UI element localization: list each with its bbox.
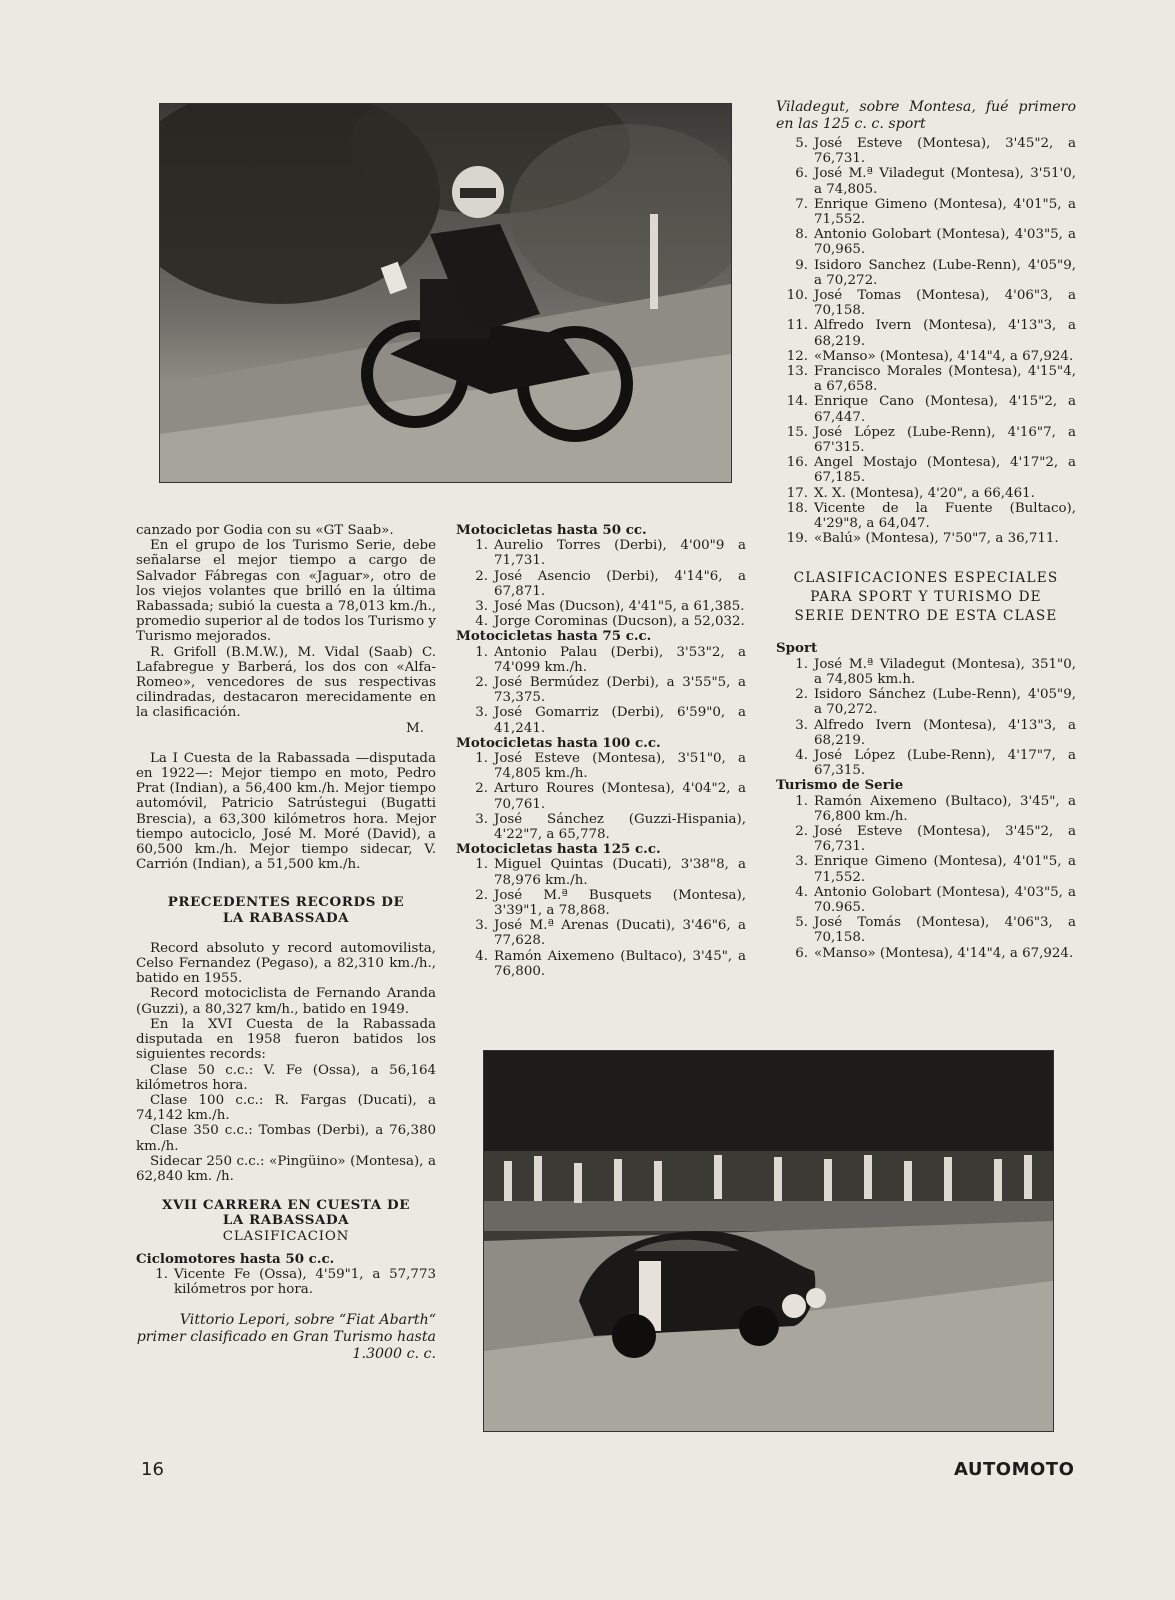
result-row: 16. Angel Mostajo (Montesa), 4'17"2, a 67,185.	[786, 455, 1076, 486]
records-paragraph: En la XVI Cuesta de la Rabassada disputada en 1958 fueron batidos los siguientes records:	[136, 1016, 436, 1063]
m50-heading: Motocicletas hasta 50 cc.	[456, 522, 647, 538]
result-row: 1. Antonio Palau (Derbi), 3'53"2, a 74'099 km./h.	[475, 644, 746, 675]
result-row: 3. José Mas (Ducson), 4'41"5, a 61,385.	[475, 599, 745, 615]
result-row: 2. José Bermúdez (Derbi), a 3'55"5, a 73,375.	[475, 675, 746, 706]
m50-list	[456, 538, 746, 629]
records-paragraph: Record absoluto y record automovilista, Celso Fernandez (Pegaso), a 82,310 km./h., batido en 1955.	[136, 940, 436, 987]
result-row: 17. X. X. (Montesa), 4'20", a 66,461.	[786, 485, 1035, 501]
m125-list	[456, 857, 746, 979]
records-heading: PRECEDENTES RECORDS DE LA RABASSADA	[167, 894, 405, 926]
result-row: 2. Isidoro Sánchez (Lube-Renn), 4'05"9, a 70,272.	[795, 687, 1076, 718]
result-row: 2. José M.ª Busquets (Montesa), 3'39"1, a 78,868.	[475, 887, 746, 919]
m100-list	[456, 751, 746, 842]
result-row: 4. José López (Lube-Renn), 4'17"7, a 67,315.	[795, 747, 1076, 779]
result-row: 7. Enrique Gimeno (Montesa), 4'01"5, a 71,552.	[795, 196, 1076, 228]
result-row: 1. Miguel Quintas (Ducati), 3'38"8, a 78,976 km./h.	[475, 857, 746, 888]
turismo-heading: Turismo de Serie	[776, 777, 904, 794]
result-row: 18. Vicente de la Fuente (Bultaco), 4'29"8, a 64,047.	[786, 500, 1076, 532]
turismo-list	[776, 794, 1076, 961]
signature: M.	[406, 720, 424, 736]
records-paragraph: Clase 350 c.c.: Tombas (Derbi), a 76,380 km./h.	[136, 1123, 436, 1154]
race-subheading: CLASIFICACION	[222, 1228, 350, 1244]
result-row: 4. Antonio Golobart (Montesa), 4'03"5, a 70.965.	[795, 884, 1076, 915]
result-row: 12. «Manso» (Montesa), 4'14"4, a 67,924.	[786, 348, 1074, 364]
column-right	[776, 99, 1076, 961]
m125-heading: Motocicletas hasta 125 c.c.	[456, 841, 661, 858]
result-row: 2. José Asencio (Derbi), 4'14"6, a 67,871.	[475, 568, 746, 599]
page-number: 16	[141, 1459, 164, 1480]
result-row: 15. José López (Lube-Renn), 4'16"7, a 67'315.	[786, 424, 1076, 456]
result-row: 5. José Esteve (Montesa), 3'45"2, a 76,731.	[795, 136, 1076, 167]
sport-heading: Sport	[776, 640, 818, 657]
result-row: 1. Aurelio Torres (Derbi), 4'00"9 a 71,731.	[475, 538, 746, 569]
m75-heading: Motocicletas hasta 75 c.c.	[456, 628, 652, 645]
result-row: 3. José Sánchez (Guzzi-Hispania), 4'22"7, a 65,778.	[475, 811, 746, 843]
m125-continued-list	[776, 136, 1076, 546]
motorcycle-photo-art	[160, 104, 731, 482]
result-row: 2. Arturo Roures (Montesa), 4'04"2, a 70,761.	[475, 781, 746, 812]
result-row: 8. Antonio Golobart (Montesa), 4'03"5, a 70,965.	[795, 227, 1076, 258]
race-heading: XVII CARRERA EN CUESTA DE LA RABASSADA	[161, 1197, 411, 1229]
result-row: 4. Jorge Corominas (Ducson), a 52,032.	[475, 614, 745, 630]
result-row: 3. Alfredo Ivern (Montesa), 4'13"3, a 68,219.	[795, 717, 1076, 748]
sport-list	[776, 657, 1076, 779]
result-row: 3. José M.ª Arenas (Ducati), 3'46"6, a 77,628.	[475, 918, 746, 949]
records-paragraph: Clase 100 c.c.: R. Fargas (Ducati), a 74,142 km./h.	[136, 1092, 436, 1124]
motorcycle-photo-caption: Viladegut, sobre Montesa, fué primero en las 125 c. c. sport	[776, 99, 1076, 132]
m75-list	[456, 645, 746, 736]
car-photo-art	[484, 1051, 1053, 1431]
result-row: 9. Isidoro Sanchez (Lube-Renn), 4'05"9, a 70,272.	[795, 257, 1076, 288]
m100-heading: Motocicletas hasta 100 c.c.	[456, 734, 661, 751]
magazine-brand: AUTOMOTO	[954, 1459, 1075, 1480]
result-row: 6. José M.ª Viladegut (Montesa), 3'51'0, a 74,805.	[795, 166, 1076, 197]
result-row: 11. Alfredo Ivern (Montesa), 4'13"3, a 68,219.	[786, 318, 1076, 349]
result-row: 14. Enrique Cano (Montesa), 4'15"2, a 67,447.	[786, 394, 1076, 425]
column-left	[136, 523, 436, 1363]
column-middle	[456, 523, 746, 979]
records-paragraph: Clase 50 c.c.: V. Fe (Ossa), a 56,164 kilómetros hora.	[136, 1062, 436, 1093]
result-row: 1. Ramón Aixemeno (Bultaco), 3'45", a 76,800 km./h.	[795, 793, 1076, 824]
result-row: 13. Francisco Morales (Montesa), 4'15"4, a 67,658.	[786, 364, 1076, 395]
intro-paragraph: En el grupo de los Turismo Serie, debe señalarse el mejor tiempo a cargo de Salvador Fábregas con «Jaguar», otro de los viejos volantes que brilló en la última Rabassada; subió la cuesta a 78,013 km./h., promedio superior al de todos los Turismo y Turismo mejorados.	[136, 538, 436, 645]
history-paragraph: La I Cuesta de la Rabassada —disputada en 1922—: Mejor tiempo en moto, Pedro Prat (Indian), a 56,400 km./h. Mejor tiempo automóvil, Patricio Satrústegui (Bugatti Brescia), a 63,300 kilómetros hora. Mejor tiempo autociclo, José M. Moré (David), a 60,500 km./h. Mejor tiempo sidecar, V. Carrión (Indian), a 51,500 km./h.	[136, 750, 436, 873]
result-row: 1. José Esteve (Montesa), 3'51"0, a 74,805 km./h.	[475, 751, 746, 782]
result-row: 1. José M.ª Viladegut (Montesa), 351"0, a 74,805 km.h.	[795, 656, 1076, 687]
result-row: 4. Ramón Aixemeno (Bultaco), 3'45", a 76,800.	[475, 948, 746, 979]
result-row: 19. «Balú» (Montesa), 7'50"7, a 36,711.	[786, 531, 1059, 547]
intro-line: canzado por Godia con su «GT Saab».	[136, 523, 394, 538]
result-row: 3. José Gomarriz (Derbi), 6'59"0, a 41,241.	[475, 705, 746, 736]
result-row: 3. Enrique Gimeno (Montesa), 4'01"5, a 71,552.	[795, 854, 1076, 885]
result-row: 1. Vicente Fe (Ossa), 4'59"1, a 57,773 kilómetros por hora.	[155, 1266, 436, 1298]
records-paragraph: Sidecar 250 c.c.: «Pingüino» (Montesa), a 62,840 km. /h.	[136, 1153, 436, 1184]
car-photo-caption: Vittorio Lepori, sobre “Fiat Abarth“ primer clasificado en Gran Turismo hasta 1.3000 c. c.	[136, 1312, 436, 1363]
special-classification-heading: CLASIFICACIONES ESPECIALES PARA SPORT Y TURISMO DE SERIE DENTRO DE ESTA CLASE	[793, 570, 1059, 625]
result-row: 6. «Manso» (Montesa), 4'14"4, a 67,924.	[795, 945, 1074, 961]
result-row: 5. José Tomás (Montesa), 4'06"3, a 70,158.	[795, 915, 1076, 946]
photo-motorcycle-racer	[159, 103, 732, 483]
result-row: 2. José Esteve (Montesa), 3'45"2, a 76,731.	[795, 823, 1076, 855]
records-paragraph: Record motociclista de Fernando Aranda (Guzzi), a 80,327 km/h., batido en 1949.	[136, 986, 436, 1017]
ciclomotores-heading: Ciclomotores hasta 50 c.c.	[136, 1250, 335, 1267]
intro-paragraph: R. Grifoll (B.M.W.), M. Vidal (Saab) C. Lafabregue y Barberá, los dos con «Alfa-Romeo», vencedores de sus respectivas cilindradas, destacaron merecidamente en la clasificación.	[136, 644, 436, 721]
result-row: 10. José Tomas (Montesa), 4'06"3, a 70,158.	[786, 288, 1076, 319]
ciclomotores-list	[136, 1267, 436, 1297]
photo-fiat-abarth-car	[483, 1050, 1054, 1432]
